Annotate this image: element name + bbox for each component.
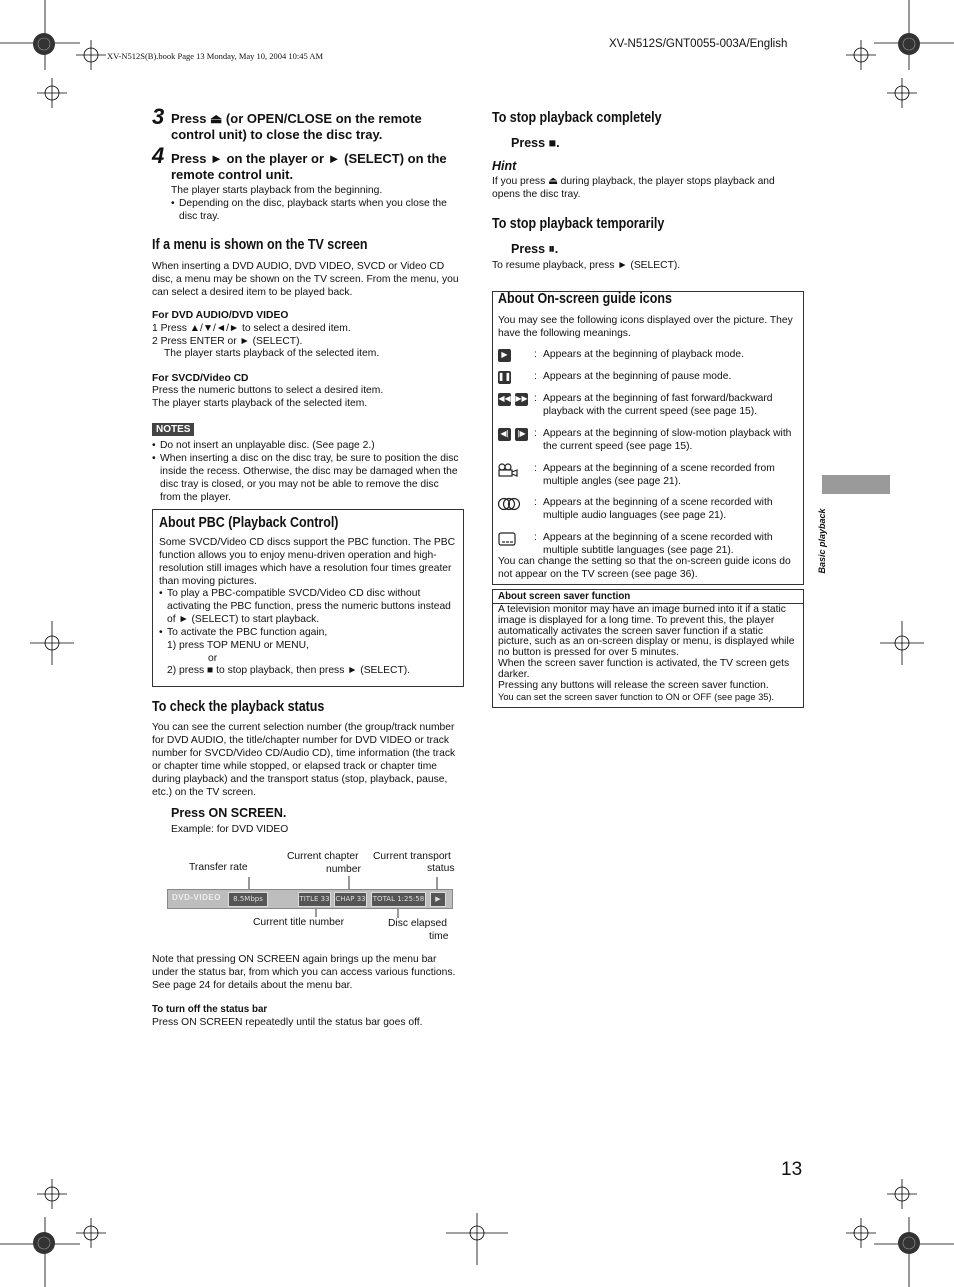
turn-off-title: To turn off the status bar — [152, 1004, 268, 1015]
notes-label: NOTES — [152, 423, 194, 436]
dvd-title: For DVD AUDIO/DVD VIDEO — [152, 310, 289, 321]
list-item: • Depending on the disc, playback starts when you close the disc tray. — [171, 198, 463, 224]
guide-intro: You may see the following icons displayed over the picture. They have the following meanings. — [498, 315, 793, 339]
fast-backward-icon: ◀◀ — [498, 393, 511, 406]
elapsed-label: Disc elapsed — [388, 918, 447, 929]
pbc-sub-2: 2) press ■ to stop playback, then press ► (SELECT). — [167, 665, 411, 676]
svcd-line-2: The player starts playback of the selected item. — [152, 398, 368, 409]
subtitle-icon — [498, 532, 516, 546]
screen-saver-text-2: When the screen saver function is activated, the TV screen gets darker. — [498, 658, 790, 680]
status-heading: To check the playback status — [152, 699, 325, 715]
hint-text: If you press ⏏ during playback, the player stops playback and opens the disc tray. — [492, 176, 775, 200]
step-4-text: Press ► on the player or ► (SELECT) on the remote control unit. — [171, 151, 447, 182]
menu-heading: If a menu is shown on the TV screen — [152, 237, 368, 253]
transport-label-2: status — [427, 863, 455, 874]
list-item: • When inserting a disc on the disc tray, be sure to position the disc inside the recess. Otherwise, the disc may be damaged when the disc tray is closed, or you may not be able to remove the disc from the player. — [152, 453, 462, 505]
doc-code: XV-N512S/GNT0055-003A/English — [609, 38, 788, 50]
guide-icon-list — [498, 340, 798, 558]
chapter-number: CHAP 33 — [334, 892, 367, 907]
step-number: 4 — [152, 143, 165, 168]
stop-temp-press: Press ⏸. — [511, 242, 559, 256]
guide-heading: About On-screen guide icons — [498, 291, 672, 307]
menu-intro: When inserting a DVD AUDIO, DVD VIDEO, SVCD or Video CD disc, a menu may be shown on the TV screen. From the menu, you can select a desired item to be played back. — [152, 261, 459, 298]
slow-backward-icon: ◀| — [498, 428, 511, 441]
list-item: ◀◀ ▶▶ : Appears at the beginning of fast forward/backward playback with the current speed (see page 15). — [498, 393, 773, 417]
turn-off-text: Press ON SCREEN repeatedly until the status bar goes off. — [152, 1017, 423, 1028]
elapsed-time: TOTAL 1:25:58 — [371, 892, 426, 907]
stop-temp-text: To resume playback, press ► (SELECT). — [492, 260, 681, 271]
list-item: : Appears at the beginning of a scene recorded with multiple audio languages (see page 21). — [498, 497, 798, 523]
list-item: ❚❚ : Appears at the beginning of pause mode. — [497, 371, 732, 382]
pbc-or: or — [208, 653, 218, 664]
dvd-step-2: 2 Press ENTER or ► (SELECT). — [152, 336, 303, 347]
current-chapter-label-2: number — [326, 864, 361, 875]
guide-footer: You can change the setting so that the on-screen guide icons do not appear on the TV screen (see page 36). — [498, 556, 791, 580]
pbc-text: Some SVCD/Video CD discs support the PBC function. The PBC function allows you to enjoy menu-driven operation and high-resolution still images which have a resolution four times greater than moving pictures. — [159, 537, 456, 587]
svcd-line-1: Press the numeric buttons to select a desired item. — [152, 385, 384, 396]
disc-type: DVD-VIDEO — [172, 893, 221, 902]
section-tab — [822, 475, 890, 494]
hint-label: Hint — [492, 159, 517, 173]
pbc-heading: About PBC (Playback Control) — [159, 515, 339, 531]
camera-angle-icon — [498, 463, 518, 477]
list-item: : Appears at the beginning of a scene recorded with multiple subtitle languages (see page 21). — [498, 532, 798, 558]
stop-complete-press: Press ■. — [511, 136, 560, 150]
status-text: You can see the current selection number (the group/track number for DVD AUDIO, the title/chapter number for DVD VIDEO or track number for SVCD/Video CD/Audio CD), time information (the track or chapter time while stopped, or elapsed track or chapter time during playback) and the transport status (stop, playback, pause, etc.) on the TV screen. — [152, 722, 456, 798]
title-number: TITLE 33 — [298, 892, 331, 907]
dvd-step-1: 1 Press ▲/▼/◄/► to select a desired item. — [152, 323, 351, 334]
pbc-bullets — [159, 588, 457, 640]
screen-saver-heading: About screen saver function — [498, 591, 631, 602]
screen-saver-text: A television monitor may have an image burned into it if a static image is displayed for a long time. To prevent this, the player automatically activates the screen saver function if a static picture, such as an on-screen display or menu, is displayed while no button is pressed for over 5 minutes. — [498, 604, 795, 659]
status-note: Note that pressing ON SCREEN again brings up the menu bar under the status bar, from which you can access various functions. See page 24 for details about the menu bar. — [152, 954, 456, 991]
list-item: ◀| |▶ : Appears at the beginning of slow-motion playback with the current speed (see page 15). — [498, 428, 798, 454]
list-item: ▶ : Appears at the beginning of playback mode. — [498, 349, 798, 362]
file-info: XV-N512S(B).book Page 13 Monday, May 10, 2004 10:45 AM — [107, 51, 324, 61]
stop-temp-heading: To stop playback temporarily — [492, 216, 665, 232]
slow-forward-icon: |▶ — [515, 428, 528, 441]
notes-list — [152, 440, 462, 505]
list-item: • To play a PBC-compatible SVCD/Video CD disc without activating the PBC function, press the numeric buttons instead of ► (SELECT) to start playback. — [159, 588, 457, 627]
step-4-desc: The player starts playback from the beginning. — [171, 185, 383, 196]
play-icon: ▶ — [498, 349, 511, 362]
status-bar — [167, 889, 453, 909]
list-item: • Do not insert an unplayable disc. (See page 2.) — [152, 440, 462, 453]
stop-complete-heading: To stop playback completely — [492, 110, 662, 126]
transport-label: Current transport — [373, 851, 451, 862]
play-icon: ▶ — [430, 892, 446, 907]
step-number: 3 — [152, 104, 165, 129]
audio-languages-icon — [498, 497, 520, 511]
fast-forward-icon: ▶▶ — [515, 393, 528, 406]
press-on-screen: Press ON SCREEN. — [171, 806, 287, 820]
pbc-sub-1: 1) press TOP MENU or MENU, — [167, 640, 309, 651]
list-item: • To activate the PBC function again, — [159, 627, 457, 640]
example-label: Example: for DVD VIDEO — [171, 824, 289, 835]
step-4-bullet — [171, 198, 463, 224]
transfer-rate-value: 8.5Mbps — [228, 892, 268, 907]
screen-saver-text-4: You can set the screen saver function to ON or OFF (see page 35). — [498, 692, 775, 702]
title-number-label: Current title number — [253, 917, 344, 928]
transfer-rate-label: Transfer rate — [189, 862, 248, 873]
elapsed-label-2: time — [429, 931, 449, 942]
side-tab-label: Basic playback — [817, 508, 827, 574]
screen-saver-text-3: Pressing any buttons will release the screen saver function. — [498, 680, 769, 691]
page-number: 13 — [781, 1159, 803, 1180]
list-item: : Appears at the beginning of a scene recorded from multiple angles (see page 21). — [498, 463, 798, 489]
current-chapter-label: Current chapter — [287, 851, 359, 862]
step-3-text: Press ⏏ (or OPEN/CLOSE on the remote control unit) to close the disc tray. — [171, 111, 422, 142]
svcd-title: For SVCD/Video CD — [152, 373, 249, 384]
dvd-step-desc: The player starts playback of the selected item. — [164, 348, 380, 359]
pause-icon: ❚❚ — [498, 371, 511, 384]
